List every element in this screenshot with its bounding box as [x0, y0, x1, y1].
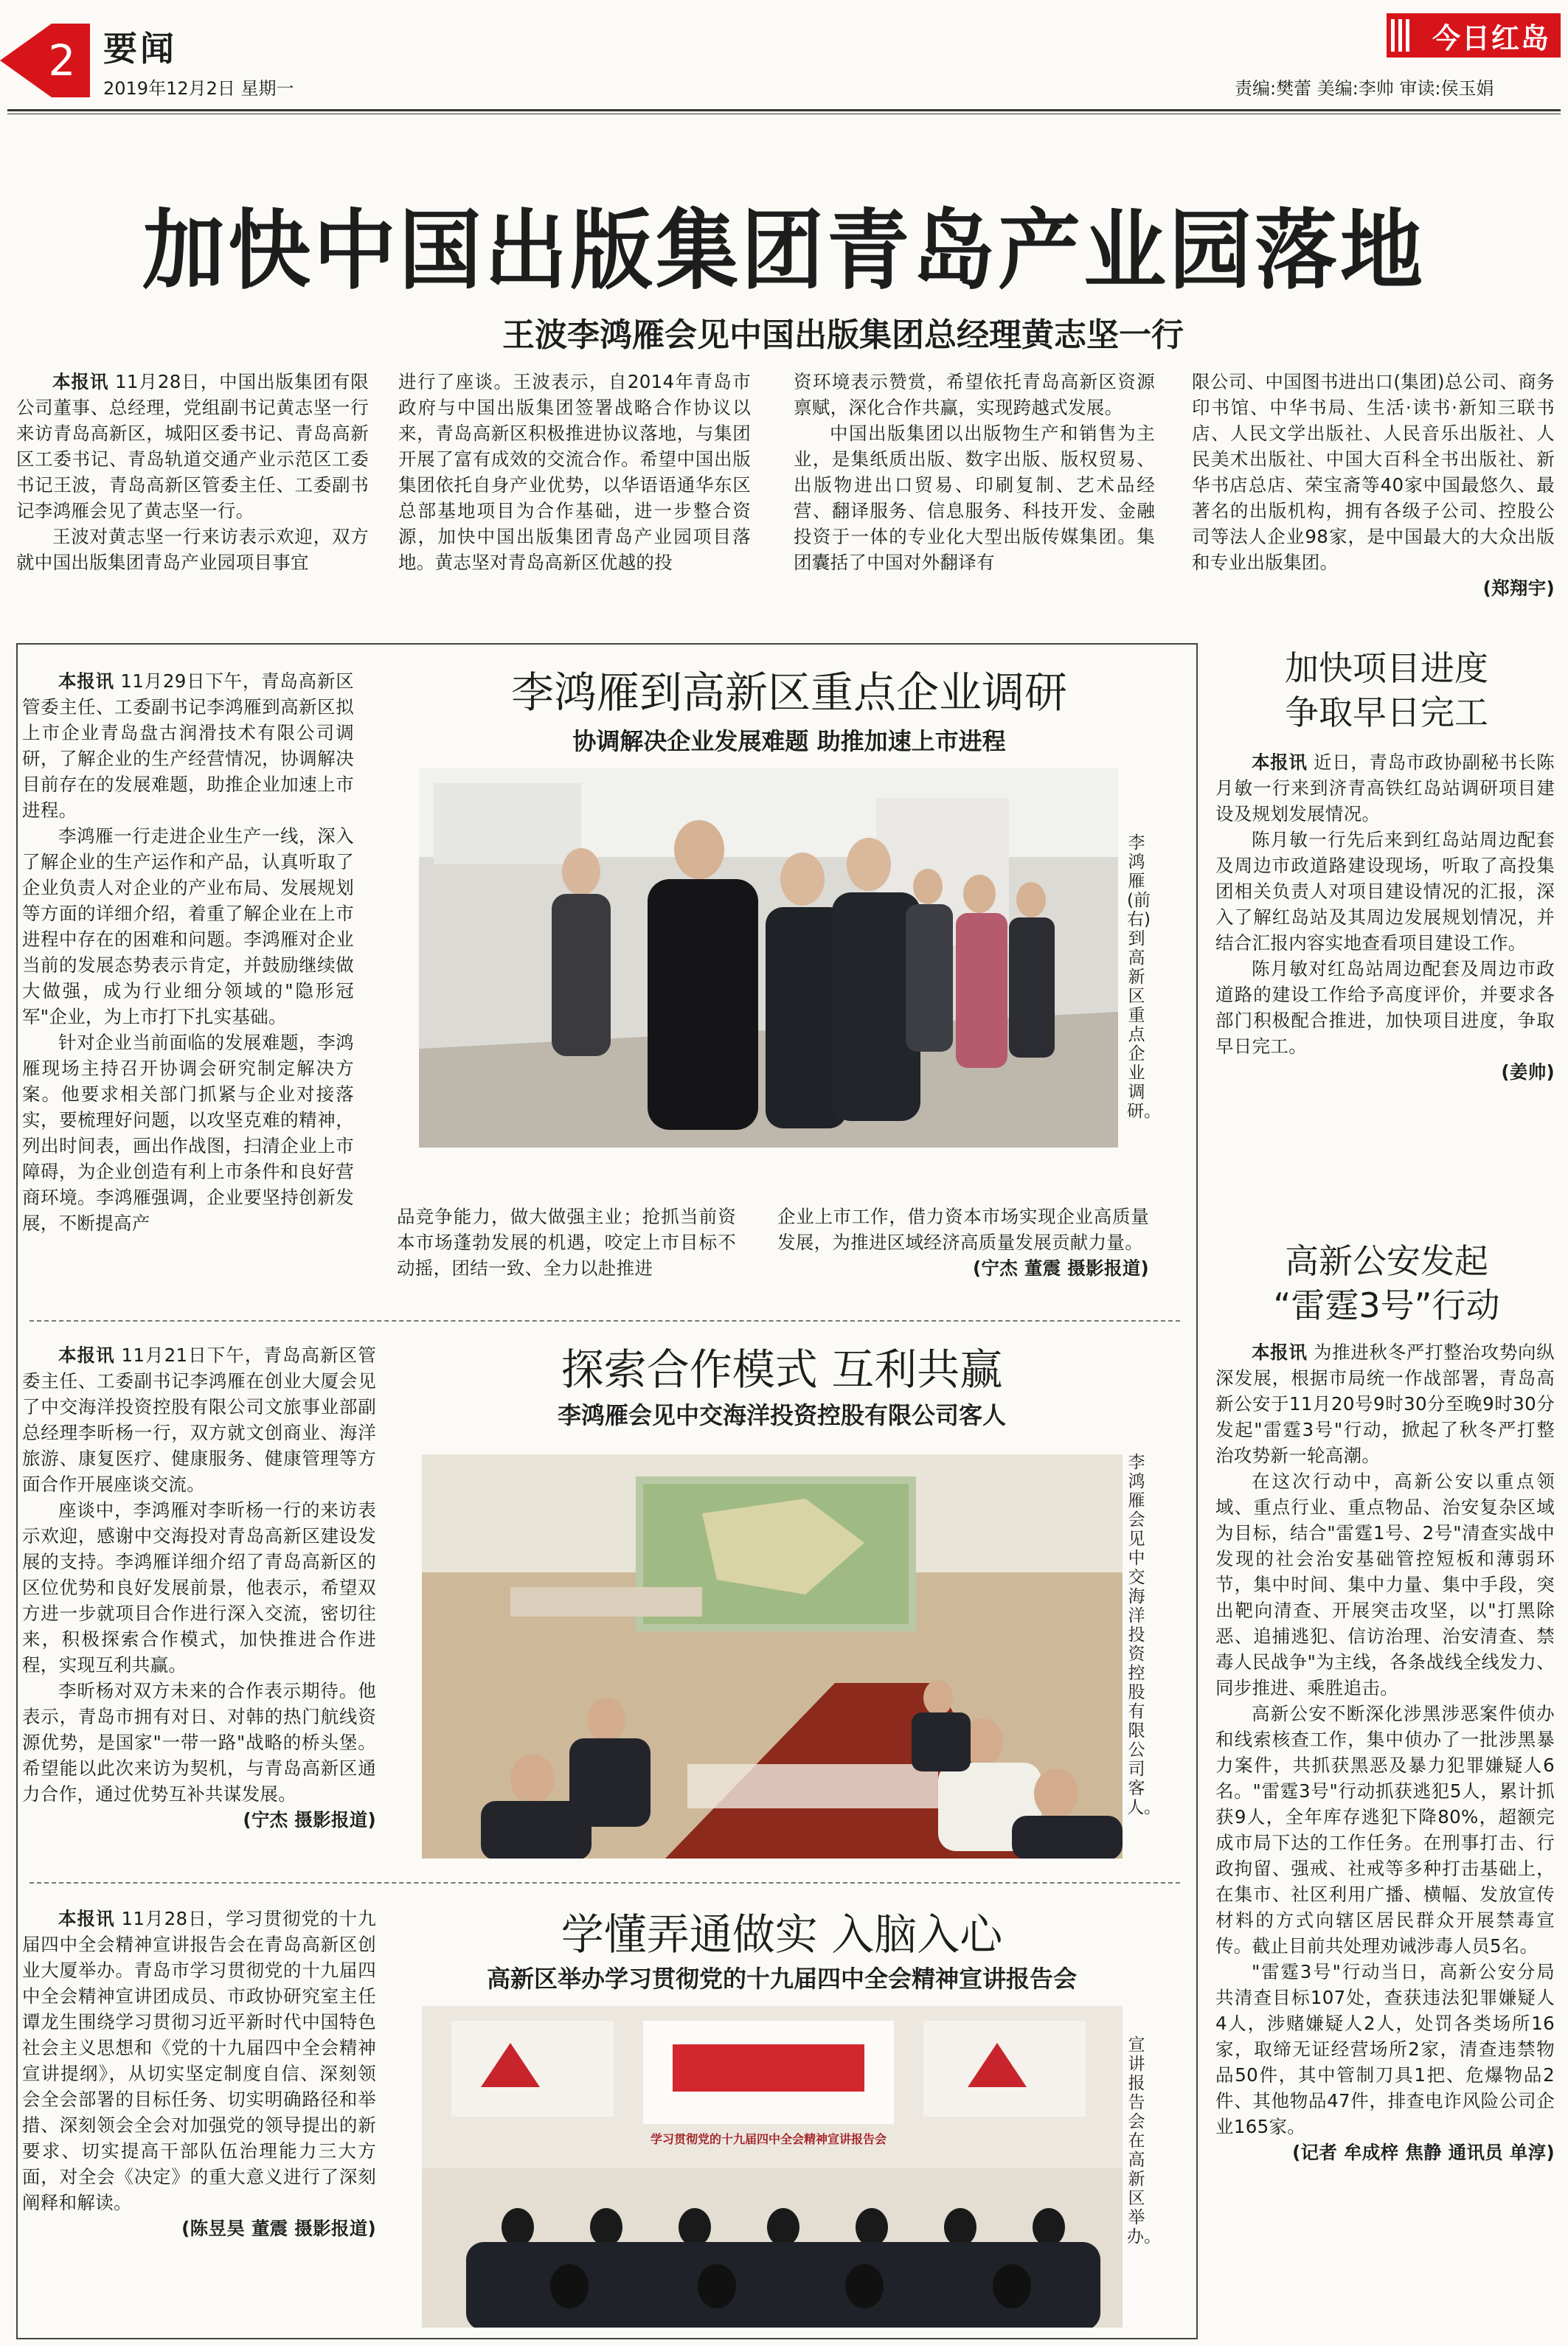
cooperation-title: 探索合作模式 互利共赢	[561, 1344, 1003, 1395]
project-title-line: 争取早日完工	[1285, 693, 1488, 732]
police-paragraph: 高新公安不断深化涉黑涉恶案件侦办和线索核查工作，集中侦办了一批涉黑暴力案件，共抓获黑恶及暴力犯罪嫌疑人6名。"雷霆3号"行动抓获逃犯5人，累计抓获9人，全年库存逃犯下降80%，超额完成市局下达的工作任务。在刑事打击、行政拘留、强戒、社戒等多种打击基础上，在集市、社区利用广播、横幅、发放宣传材料的方式向辖区居民群众开展禁毒宣传。截止目前共处理劝诫涉毒人员5名。	[1215, 1703, 1555, 1957]
enterprise-paragraph: 针对企业当前面临的发展难题，李鸿雁现场主持召开协调会研究制定解决方案。他要求相关部门抓紧与企业对接落实，要梳理好问题，以攻坚克难的精神，列出时间表，画出作战图，扫清企业上市障碍，为企业创造有利上市条件和良好营商环境。李鸿雁强调，企业要坚持创新发展，不断提高产	[22, 1032, 354, 1234]
police-byline: (记者 牟成梓 焦静 通讯员 单淳)	[1292, 2142, 1555, 2163]
cooperation-lead-tag: 本报讯	[58, 1344, 115, 1366]
lead-subhead: 王波李鸿雁会见中国出版集团总经理黄志坚一行	[502, 316, 1184, 354]
feature-separator	[30, 1320, 1180, 1322]
lecture-caption: 宣讲报告会在高新区举办。	[1127, 2036, 1161, 2246]
police-col	[1215, 1339, 1555, 2165]
lecture-subtitle: 高新区举办学习贯彻党的十九届四中全会精神宣讲报告会	[486, 1965, 1077, 1993]
enterprise-col-3	[777, 1204, 1149, 1281]
enterprise-title: 李鸿雁到高新区重点企业调研	[510, 667, 1067, 718]
police-lead-tag: 本报讯	[1252, 1342, 1308, 1363]
project-title-line: 加快项目进度	[1285, 648, 1488, 688]
logo-bars-icon	[1391, 19, 1413, 58]
lead-paragraph: 进行了座谈。王波表示，自2014年青岛市政府与中国出版集团签署战略合作协议以来，青岛高新区积极推进协议落地，与集团开展了富有成效的交流合作。希望中国出版集团依托自身产业优势，以华语语通华东区总部基地项目为合作基础，进一步整合资源，加快中国出版集团青岛产业园项目落地。黄志坚对青岛高新区优越的投	[398, 371, 751, 573]
lead-col-1	[16, 369, 369, 575]
logo-text: 今日红岛	[1432, 21, 1550, 55]
police-title-line: 高新公安发起	[1285, 1241, 1488, 1281]
enterprise-paragraph: 李鸿雁一行走进企业生产一线，深入了解企业的生产运作和产品，认真听取了企业负责人对企业的产业布局、发展规划等方面的详细介绍，着重了解企业在上市进程中存在的困难和问题。李鸿雁对企业当前的发展态势表示肯定，并鼓励继续做大做强，成为行业细分领域的"隐形冠军"企业，为上市打下扎实基础。	[22, 825, 354, 1027]
project-lead-tag: 本报讯	[1252, 752, 1308, 773]
police-title	[1217, 1239, 1556, 1328]
enterprise-caption: 李鸿雁(前右)到高新区重点企业调研。	[1127, 833, 1161, 1121]
police-paragraph: "雷霆3号"行动当日，高新公安分局共清查目标107处，查获违法犯罪嫌疑人4人，涉赌嫌疑人2人，处罚各类场所16家，取缔无证经营场所2家，清查违禁物品50件，其中管制刀具1把、危爆物品2件、其他物品47件，排查电诈风险公司企业165家。	[1215, 1961, 1555, 2137]
lecture-slide-text: 学习贯彻党的十九届四中全会精神宣讲报告会	[650, 2132, 887, 2146]
enterprise-byline: (宁杰 董震 摄影报道)	[972, 1257, 1149, 1279]
page-number-badge	[0, 21, 90, 100]
lead-paragraph: 资环境表示赞赏，希望依托青岛高新区资源禀赋，深化合作共赢，实现跨越式发展。	[794, 371, 1155, 418]
header-rule	[7, 109, 1561, 111]
project-paragraph: 陈月敏一行先后来到红岛站周边配套及周边市政道路建设现场，听取了高投集团相关负责人对项目建设情况的汇报，深入了解红岛站及其周边发展规划情况，并结合汇报内容实地查看项目建设工作。	[1215, 829, 1555, 954]
lead-paragraph: 王波对黄志坚一行来访表示欢迎，双方就中国出版集团青岛产业园项目事宜	[16, 526, 369, 573]
lead-headline: 加快中国出版集团青岛产业园落地	[142, 201, 1426, 302]
enterprise-lead-tag: 本报讯	[58, 670, 114, 692]
lecture-col	[22, 1906, 376, 2241]
issue-date: 2019年12月2日 星期一	[103, 78, 294, 99]
masthead-logo	[1387, 13, 1561, 58]
enterprise-paragraph: 企业上市工作，借力资本市场实现企业高质量发展，为推进区域经济高质量发展贡献力量。	[777, 1206, 1149, 1253]
lead-col-3	[794, 369, 1155, 575]
lecture-title: 学懂弄通做实 入脑入心	[561, 1909, 1003, 1960]
project-byline: (姜帅)	[1501, 1061, 1555, 1083]
police-paragraph: 为推进秋冬严打整治攻势向纵深发展，根据市局统一作战部署，青岛高新公安于11月20号9时30分至晚9时30分发起"雷霆3号"行动，掀起了秋冬严打整治攻势新一轮高潮。	[1215, 1342, 1555, 1466]
project-paragraph: 陈月敏对红岛站周边配套及周边市政道路的建设工作给予高度评价，并要求各部门积极配合推进，加快项目进度，争取早日完工。	[1215, 958, 1555, 1057]
enterprise-paragraph: 品竞争能力，做大做强主业；抢抓当前资本市场蓬勃发展的机遇，咬定上市目标不动摇，团结一致、全力以赴推进	[397, 1206, 736, 1279]
lecture-lead-tag: 本报讯	[58, 1908, 115, 1929]
page-number: 2	[48, 35, 76, 86]
cooperation-paragraph: 座谈中，李鸿雁对李昕杨一行的来访表示欢迎，感谢中交海投对青岛高新区建设发展的支持。李鸿雁详细介绍了青岛高新区的区位优势和良好发展前景，他表示，希望双方进一步就项目合作进行深入交流，密切往来，积极探索合作模式，加快推进合作进程，实现互利共赢。	[22, 1499, 376, 1676]
project-paragraph: 近日，青岛市政协副秘书长陈月敏一行来到济青高铁红岛站调研项目建设及规划发展情况。	[1215, 752, 1555, 825]
lead-col-4	[1192, 369, 1555, 601]
lead-paragraph: 中国出版集团以出版物生产和销售为主业，是集纸质出版、数字出版、版权贸易、出版物进出口贸易、印刷复制、艺术品经营、翻译服务、信息服务、科技开发、金融投资于一体的专业化大型出版传媒集团。集团囊括了中国对外翻译有	[794, 423, 1155, 573]
cooperation-paragraph: 11月21日下午，青岛高新区管委主任、工委副书记李鸿雁在创业大厦会见了中交海洋投资控股有限公司文旅事业部副总经理李昕杨一行，双方就文创商业、海洋旅游、康复医疗、健康服务、健康管理等方面合作开展座谈交流。	[22, 1344, 377, 1495]
editors-credit: 责编:樊蕾 美编:李帅 审读:侯玉娟	[1235, 78, 1494, 99]
cooperation-paragraph: 李昕杨对双方未来的合作表示期待。他表示，青岛市拥有对日、对韩的热门航线资源优势，是国家"一带一路"战略的桥头堡。希望能以此次来访为契机，与青岛高新区通力合作，通过优势互补共谋发展。	[22, 1680, 376, 1805]
police-paragraph: 在这次行动中，高新公安以重点领域、重点行业、重点物品、治安复杂区域为目标，结合"雷霆1号、2号"清查实战中发现的社会治安基础管控短板和薄弱环节，集中时间、集中力量、集中手段，突出靶向清查、开展突击攻坚，以"打黑除恶、追捕逃犯、信访治理、治安清查、禁毒人民战争"为主线，各条战线全线发力、同步推进、乘胜追击。	[1215, 1471, 1555, 1698]
lecture-photo	[422, 2006, 1123, 2328]
lead-tag: 本报讯	[52, 371, 109, 392]
cooperation-photo	[422, 1454, 1123, 1859]
enterprise-col-2	[397, 1204, 736, 1281]
enterprise-paragraph: 11月29日下午，青岛高新区管委主任、工委副书记李鸿雁到高新区拟上市企业青岛盘古润滑技术有限公司调研，了解企业的生产经营情况，协调解决目前存在的发展难题，助推企业加速上市进程。	[22, 670, 354, 821]
project-col	[1215, 749, 1555, 1085]
lead-byline: (郑翔宇)	[1482, 577, 1555, 599]
cooperation-subtitle: 李鸿雁会见中交海洋投资控股有限公司客人	[557, 1401, 1006, 1429]
cooperation-col	[22, 1342, 376, 1833]
feature-separator	[30, 1882, 1180, 1884]
lecture-byline: (陈昱昊 董震 摄影报道)	[181, 2218, 376, 2239]
lead-paragraph: 11月28日，中国出版集团有限公司董事、总经理，党组副书记黄志坚一行来访青岛高新区，城阳区委书记、青岛高新区工委书记、青岛轨道交通产业示范区工委书记王波，青岛高新区管委主任、工委副书记李鸿雁会见了黄志坚一行。	[16, 371, 370, 521]
cooperation-byline: (宁杰 摄影报道)	[243, 1809, 376, 1830]
enterprise-col-1	[22, 668, 354, 1236]
enterprise-photo	[419, 768, 1118, 1148]
police-title-line: “雷霆3号”行动	[1273, 1285, 1500, 1325]
cooperation-caption: 李鸿雁会见中交海洋投资控股有限公司客人。	[1127, 1453, 1161, 1817]
lead-paragraph: 限公司、中国图书进出口(集团)总公司、商务印书馆、中华书局、生活·读书·新知三联书店、人民文学出版社、人民音乐出版社、人民美术出版社、中国大百科全书出版社、新华书店总店、荣宝斋等40家中国最悠久、最著名的出版机构，拥有各级子公司、控股公司等法人企业98家，是中国最大的大众出版和专业出版集团。	[1192, 371, 1555, 573]
lecture-paragraph: 11月28日，学习贯彻党的十九届四中全会精神宣讲报告会在青岛高新区创业大厦举办。青岛市学习贯彻党的十九届四中全会精神宣讲团成员、市政协研究室主任谭龙生围绕学习贯彻习近平新时代中国特色社会主义思想和《党的十九届四中全会精神宣讲提纲》，从切实坚定制度自信、深刻领会全会部署的目标任务、切实明确路径和举措、深刻领会全会对加强党的领导提出的新要求、切实提高干部队伍治理能力三大方面，对全会《决定》的重大意义进行了深刻阐释和解读。	[22, 1908, 377, 2213]
project-title	[1217, 646, 1556, 735]
section-title: 要闻	[103, 29, 177, 69]
lead-col-2	[398, 369, 751, 575]
enterprise-subtitle: 协调解决企业发展难题 助推加速上市进程	[572, 727, 1006, 755]
